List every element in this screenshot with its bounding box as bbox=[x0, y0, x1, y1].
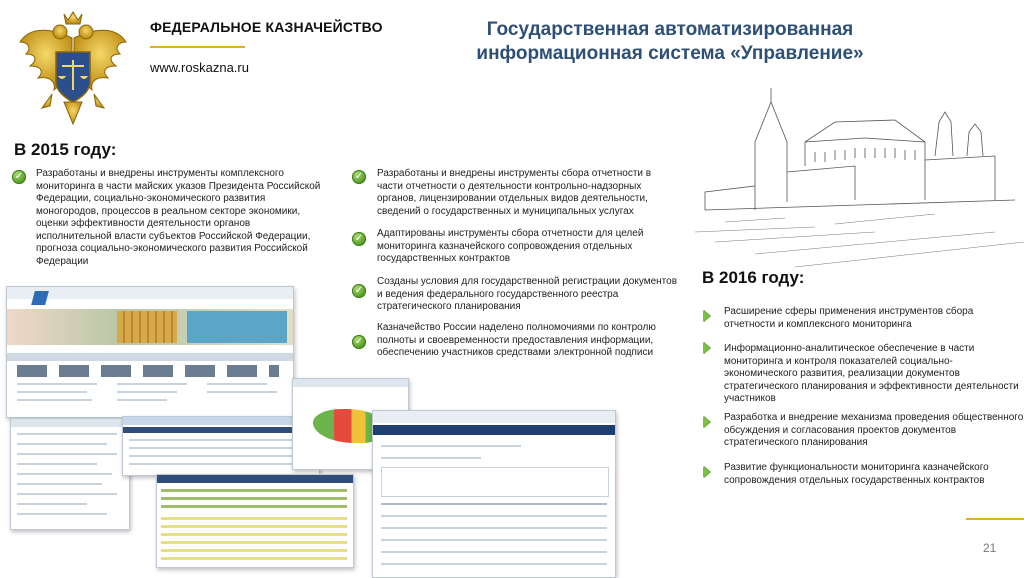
list-item-2015-right-3: Созданы условия для государственной регистрации документов и ведения федерального государственного реестра стратегического планирования bbox=[377, 276, 678, 312]
org-name: ФЕДЕРАЛЬНОЕ КАЗНАЧЕЙСТВО bbox=[150, 19, 383, 35]
kremlin-sketch bbox=[695, 82, 1024, 277]
list-item-2016-3: Разработка и внедрение механизма проведения общественного обсуждения и согласования проектов документов стратегического планирования bbox=[724, 412, 1024, 448]
list-item-2016-4: Развитие функциональности мониторинга казначейского сопровождения отдельных государственных контрактов bbox=[724, 462, 989, 486]
section-2015-heading: В 2015 году: bbox=[14, 140, 117, 159]
list-item-2015-right-4: Казначейство России наделено полномочиями по контролю полноты и своевременности предоставления информации, обеспечению участников средствами электронной подписи bbox=[377, 322, 656, 358]
list-item-2015-right-2: Адаптированы инструменты сбора отчетности для целей мониторинга казначейского сопровождения отдельных государственных контрактов bbox=[377, 228, 644, 264]
list-item-2016-2: Информационно-аналитическое обеспечение в части мониторинга и контроля показателей социально-экономического развития, реализации документов стратегического планирования и эффективности деятельности участников bbox=[724, 343, 1019, 404]
check-icon: ✓ bbox=[352, 170, 366, 184]
org-divider bbox=[150, 46, 245, 48]
page-title bbox=[430, 18, 910, 66]
org-site: www.roskazna.ru bbox=[150, 60, 249, 75]
check-icon: ✓ bbox=[352, 335, 366, 349]
check-icon: ✓ bbox=[12, 170, 26, 184]
list-item-2015-left-1: Разработаны и внедрены инструменты комплексного мониторинга в части майских указов Президента Российской Федерации, социально-экономического развития моногородов, процессов в реальном секторе экономики, оценки эффективности деятельности органов исполнительной власти субъектов Российской Федерации, прогноза социально-экономического развития Российской Федерации bbox=[36, 168, 321, 267]
system-screenshot-table bbox=[122, 416, 320, 476]
chevron-right-icon bbox=[704, 416, 711, 428]
check-icon: ✓ bbox=[352, 284, 366, 298]
title-line-2: информационная система «Управление» bbox=[476, 43, 864, 64]
check-icon: ✓ bbox=[352, 232, 366, 246]
system-screenshot-portal bbox=[6, 286, 294, 418]
chevron-right-icon bbox=[704, 310, 711, 322]
page-number: 21 bbox=[983, 541, 997, 555]
system-screenshot-report bbox=[156, 474, 354, 568]
system-screenshot-list bbox=[10, 418, 130, 530]
list-item-2016-1: Расширение сферы применения инструментов сбора отчетности и комплексного мониторинга bbox=[724, 306, 974, 330]
title-line-1: Государственная автоматизированная bbox=[486, 19, 854, 40]
chevron-right-icon bbox=[704, 466, 711, 478]
list-item-2015-right-1: Разработаны и внедрены инструменты сбора отчетности в части отчетности о деятельности контрольно-надзорных органов, лицензировании отдельных видов деятельности, сведений о государственных и муниципальных услугах bbox=[377, 168, 652, 217]
footer-divider bbox=[966, 518, 1024, 520]
chevron-right-icon bbox=[704, 342, 711, 354]
section-2016-heading: В 2016 году: bbox=[702, 268, 805, 287]
system-screenshot-registry bbox=[372, 410, 616, 578]
emblem-icon bbox=[12, 8, 134, 130]
